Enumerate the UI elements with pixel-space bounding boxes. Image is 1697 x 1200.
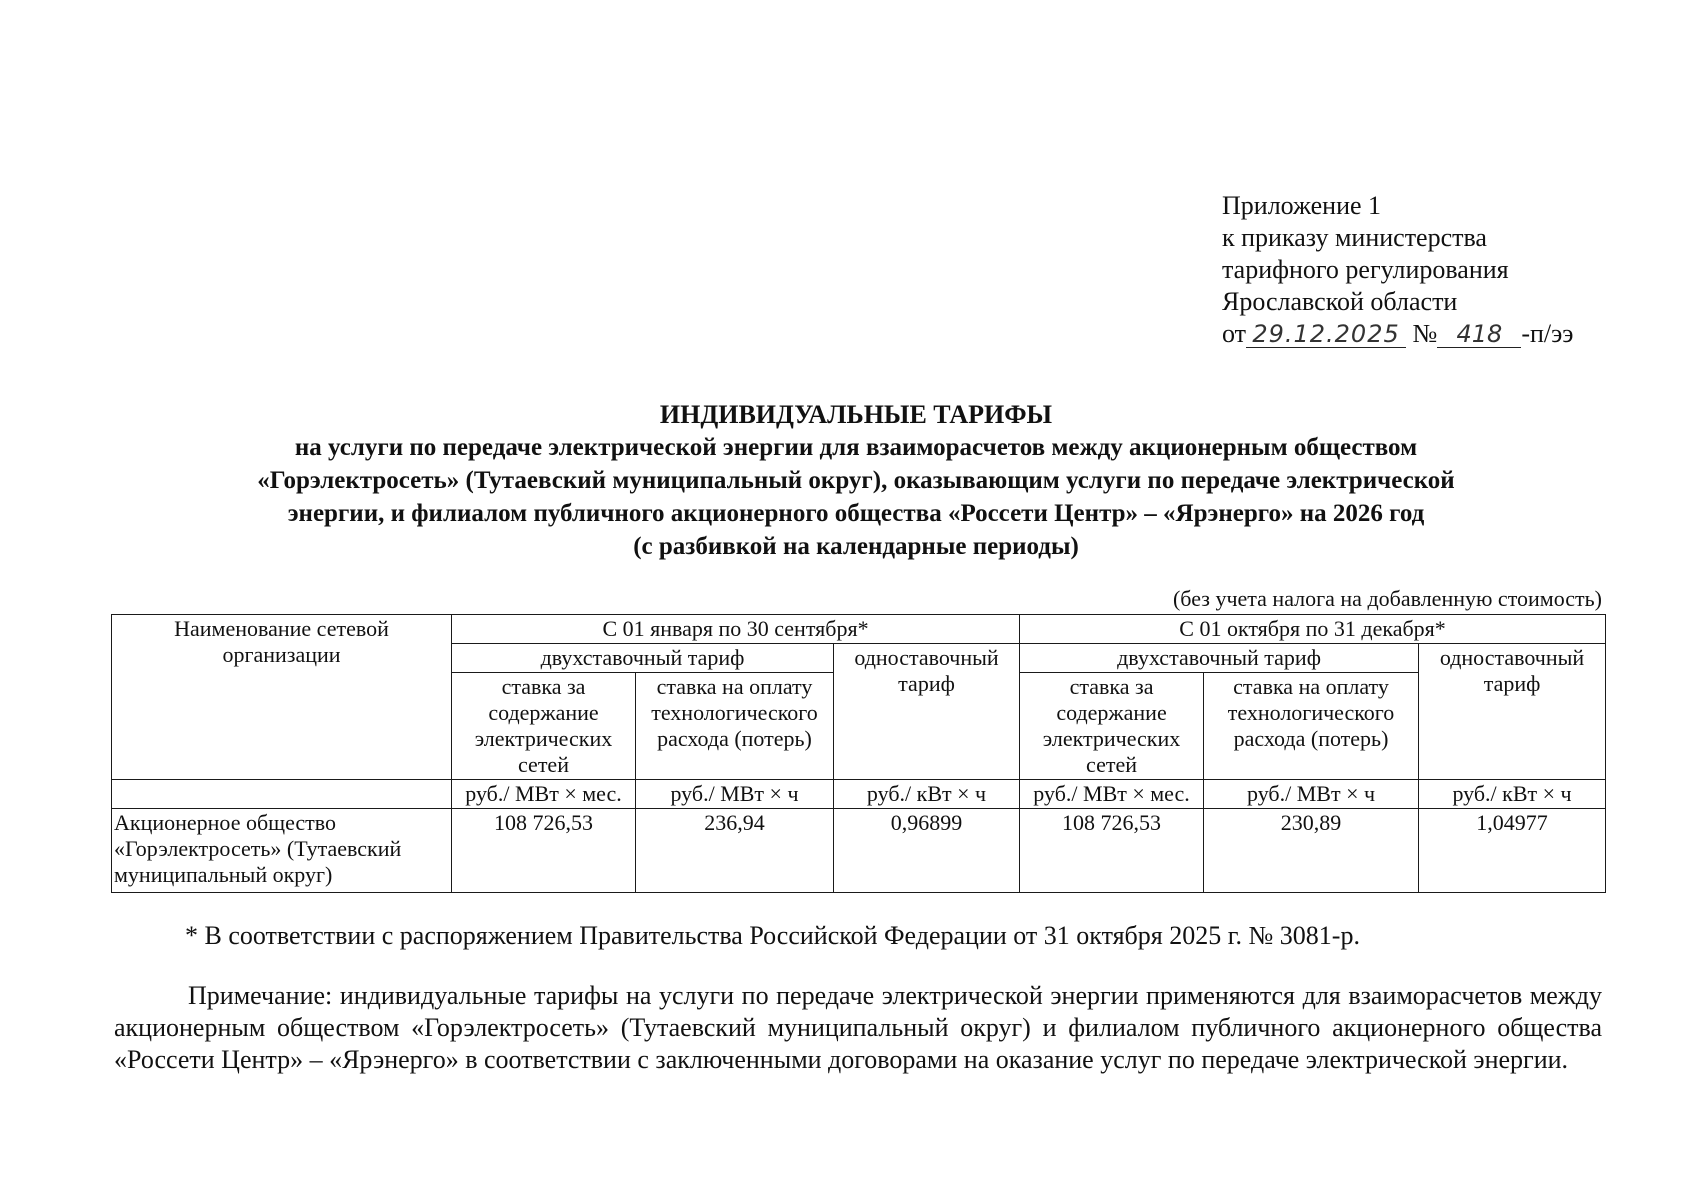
- p2-losses-header: ставка на оплату технологического расхода (потерь): [1204, 673, 1419, 780]
- p1-losses-value: 236,94: [636, 809, 834, 893]
- p1-two-part-header: двухставочный тариф: [452, 644, 834, 673]
- appendix-line-1: Приложение 1: [1222, 191, 1382, 220]
- p1-maintenance-header: ставка за содержание электрических сетей: [452, 673, 636, 780]
- p2-maintenance-unit: руб./ МВт × мес.: [1020, 780, 1204, 809]
- title-line-4: энергии, и филиалом публичного акционерного общества «Россети Центр» – «Ярэнерго» на 2026 год: [287, 500, 1425, 527]
- p1-losses-header: ставка на оплату технологического расхода (потерь): [636, 673, 834, 780]
- title-line-3: «Горэлектросеть» (Тутаевский муниципальный округ), оказывающим услуги по передаче электрической: [257, 467, 1455, 494]
- p2-maintenance-header: ставка за содержание электрических сетей: [1020, 673, 1204, 780]
- p1-one-part-header: одноставочный тариф: [834, 644, 1020, 780]
- appendix-line-4: Ярославской области: [1222, 287, 1458, 316]
- date-prefix: от: [1222, 319, 1247, 348]
- title-line-5: (с разбивкой на календарные периоды): [633, 533, 1079, 560]
- appendix-header: [1222, 190, 1622, 350]
- header-row-periods: [112, 615, 1606, 644]
- period-2-header: С 01 октября по 31 декабря*: [1020, 615, 1606, 644]
- appendix-line-2: к приказу министерства: [1222, 223, 1487, 252]
- org-header: Наименование сетевой организации: [112, 615, 452, 780]
- note-paragraph: Примечание: индивидуальные тарифы на услуги по передаче электрической энергии применяются для взаиморасчетов между акционерным обществом «Горэлектросеть» (Тутаевский муниципальный округ) и филиалом публичного акционерного общества «Россети Центр» – «Ярэнерго» в соответствии с заключенными договорами на оказание услуг по передаче электрической энергии.: [114, 981, 1602, 1074]
- p1-one-part-unit: руб./ кВт × ч: [834, 780, 1020, 809]
- order-number: 418: [1437, 321, 1521, 348]
- p2-one-part-value: 1,04977: [1419, 809, 1606, 893]
- p1-maintenance-value: 108 726,53: [452, 809, 636, 893]
- p2-two-part-header: двухставочный тариф: [1020, 644, 1419, 673]
- footnote: * В соответствии с распоряжением Правительства Российской Федерации от 31 октября 2025 г. № 3081-р.: [185, 921, 1360, 950]
- org-name-cell: Акционерное общество «Горэлектросеть» (Тутаевский муниципальный округ): [112, 809, 452, 893]
- p2-losses-unit: руб./ МВт × ч: [1204, 780, 1419, 809]
- p2-one-part-unit: руб./ кВт × ч: [1419, 780, 1606, 809]
- p1-losses-unit: руб./ МВт × ч: [636, 780, 834, 809]
- title-line-2: на услуги по передаче электрической энергии для взаиморасчетов между акционерным обществом: [294, 434, 1418, 461]
- appendix-line-3: тарифного регулирования: [1222, 255, 1509, 284]
- number-suffix: -п/ээ: [1521, 319, 1574, 348]
- number-sign: №: [1412, 319, 1438, 348]
- appendix-order-ref: [1222, 318, 1622, 350]
- p2-maintenance-value: 108 726,53: [1020, 809, 1204, 893]
- document-title: [110, 398, 1602, 563]
- main-title: ИНДИВИДУАЛЬНЫЕ ТАРИФЫ: [659, 400, 1053, 429]
- header-row-units: [112, 780, 1606, 809]
- p1-maintenance-unit: руб./ МВт × мес.: [452, 780, 636, 809]
- org-unit-cell: [112, 780, 452, 809]
- table-row: [112, 809, 1606, 893]
- p2-one-part-header: одноставочный тариф: [1419, 644, 1606, 780]
- p1-one-part-value: 0,96899: [834, 809, 1020, 893]
- order-date: 29.12.2025: [1246, 321, 1406, 348]
- period-1-header: С 01 января по 30 сентября*: [452, 615, 1020, 644]
- tariff-table: [111, 614, 1606, 893]
- vat-note: (без учета налога на добавленную стоимость): [1172, 586, 1602, 611]
- p2-losses-value: 230,89: [1204, 809, 1419, 893]
